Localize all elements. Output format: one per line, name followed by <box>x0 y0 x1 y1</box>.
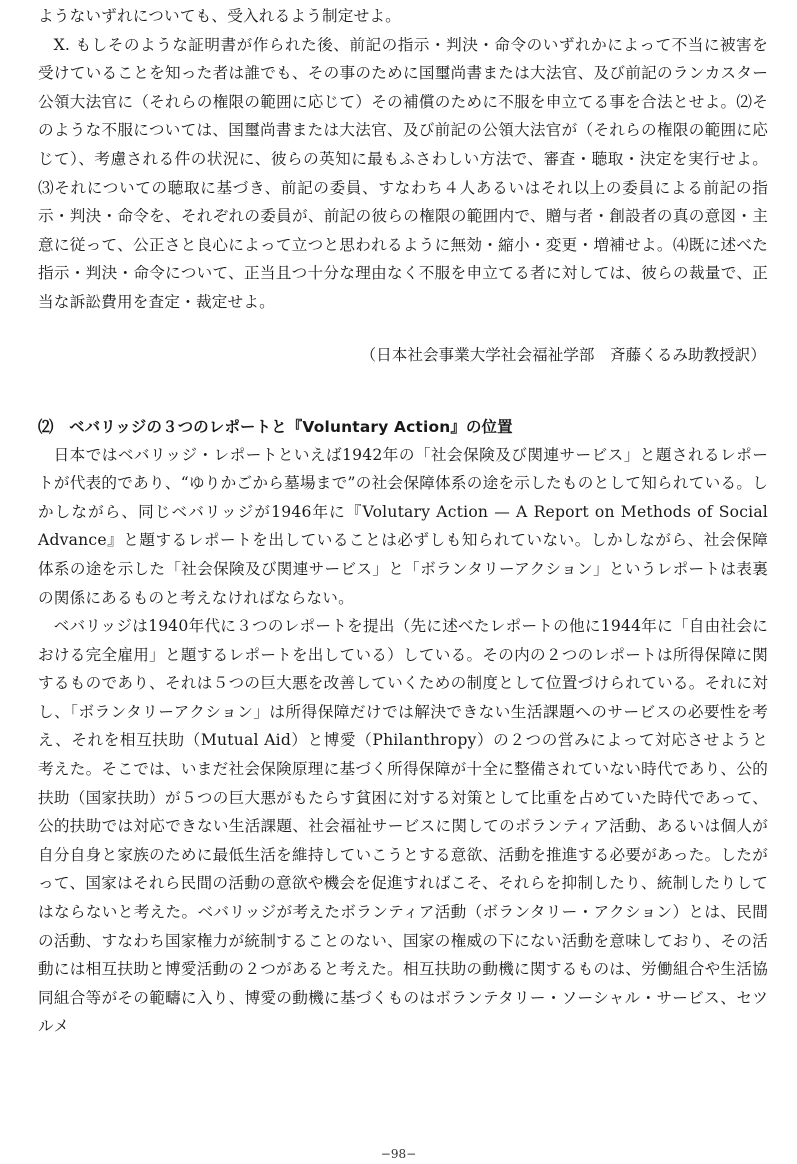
section-heading: ⑵ ベバリッジの３つのレポートと『Voluntary Action』の位置 <box>38 417 513 436</box>
section-2-paragraph-1: 日本ではベバリッジ・レポートといえば1942年の「社会保険及び関連サービス」と題されるレポートが代表的であり、“ゆりかごから墓場まで”の社会保障体系の途を示したものとして知られている。しかしながら、同じベバリッジが1946年に『Volutary Action — A Report on Methods of Social Advance』と題するレポートを出していることは必ずしも知られていない。しかしながら、社会保障体系の途を示した「社会保険及び関連サービス」と「ボランタリーアクション」というレポートは表裏の関係にあるものと考えなければならない。 <box>38 445 768 607</box>
spacer <box>38 317 768 341</box>
section-2-paragraph-2: ベバリッジは1940年代に３つのレポートを提出（先に述べたレポートの他に1944年に「自由社会における完全雇用」と題するレポートを出している）している。その内の２つのレポートは所得保障に関するものであり、それは５つの巨大悪を改善していくための制度として位置づけられている。それに対し、「ボランタリーアクション」は所得保障だけでは解決できない生活課題へのサービスの必要性を考え、それを相互扶助（Mutual Aid）と博愛（Philanthropy）の２つの営みによって対応させようと考えた。そこでは、いまだ社会保険原理に基づく所得保障が十全に整備されていない時代であり、公的扶助（国家扶助）が５つの巨大悪がもたらす貧困に対する対策として比重を占めていた時代であって、公的扶助では対応できない生活課題、社会福祉サービスに関してのボランティア活動、あるいは個人が自分自身と家族のために最低生活を維持していこうとする意欲、活動を推進する必要があった。したがって、国家はそれら民間の活動の意欲や機会を促進すればこそ、それらを抑制したり、統制したりしてはならないと考えた。ベバリッジが考えたボランティア活動（ボランタリー・アクション）とは、民間の活動、すなわち国家権力が統制することのない、国家の権威の下にない活動を意味しており、その活動には相互扶助と博愛活動の２つがあると考えた。相互扶助の動機に関するものは、労働組合や生活協同組合等がその範疇に入り、博愛の動機に基づくものはボランテタリー・ソーシャル・サービス、セツルメ <box>38 617 768 1036</box>
page-body <box>38 2 768 1041</box>
page-number: −98− <box>380 1147 417 1161</box>
section-x-continuation-line: ようないずれについても、受入れるよう制定せよ。 <box>38 7 401 25</box>
translator-attribution: （日本社会事業大学社会福祉学部 斉藤くるみ助教授訳） <box>360 345 766 364</box>
spacer <box>38 369 768 413</box>
section-x-paragraph: X. もしそのような証明書が作られた後、前記の指示・判決・命令のいずれかによって不当に被害を受けていることを知った者は誰でも、その事のために国璽尚書または大法官、及び前記のランカスター公領大法官に（それらの権限の範囲に応じて）その補償のために不服を申立てる事を合法とせよ。⑵そのような不服については、国璽尚書または大法官、及び前記の公領大法官が（それらの権限の範囲に応じて）、考慮される件の状況に、彼らの英知に最もふさわしい方法で、審査・聴取・決定を実行せよ。⑶それについての聴取に基づき、前記の委員、すなわち４人あるいはそれ以上の委員による前記の指示・判決・命令を、それぞれの委員が、前記の彼らの権限の範囲内で、贈与者・創設者の真の意図・主意に従って、公正さと良心によって立つと思われるように無効・縮小・変更・増補せよ。⑷既に述べた指示・判決・命令について、正当且つ十分な理由なく不服を申立てる者に対しては、彼らの裁量で、正当な訴訟費用を査定・裁定せよ。 <box>38 35 768 311</box>
